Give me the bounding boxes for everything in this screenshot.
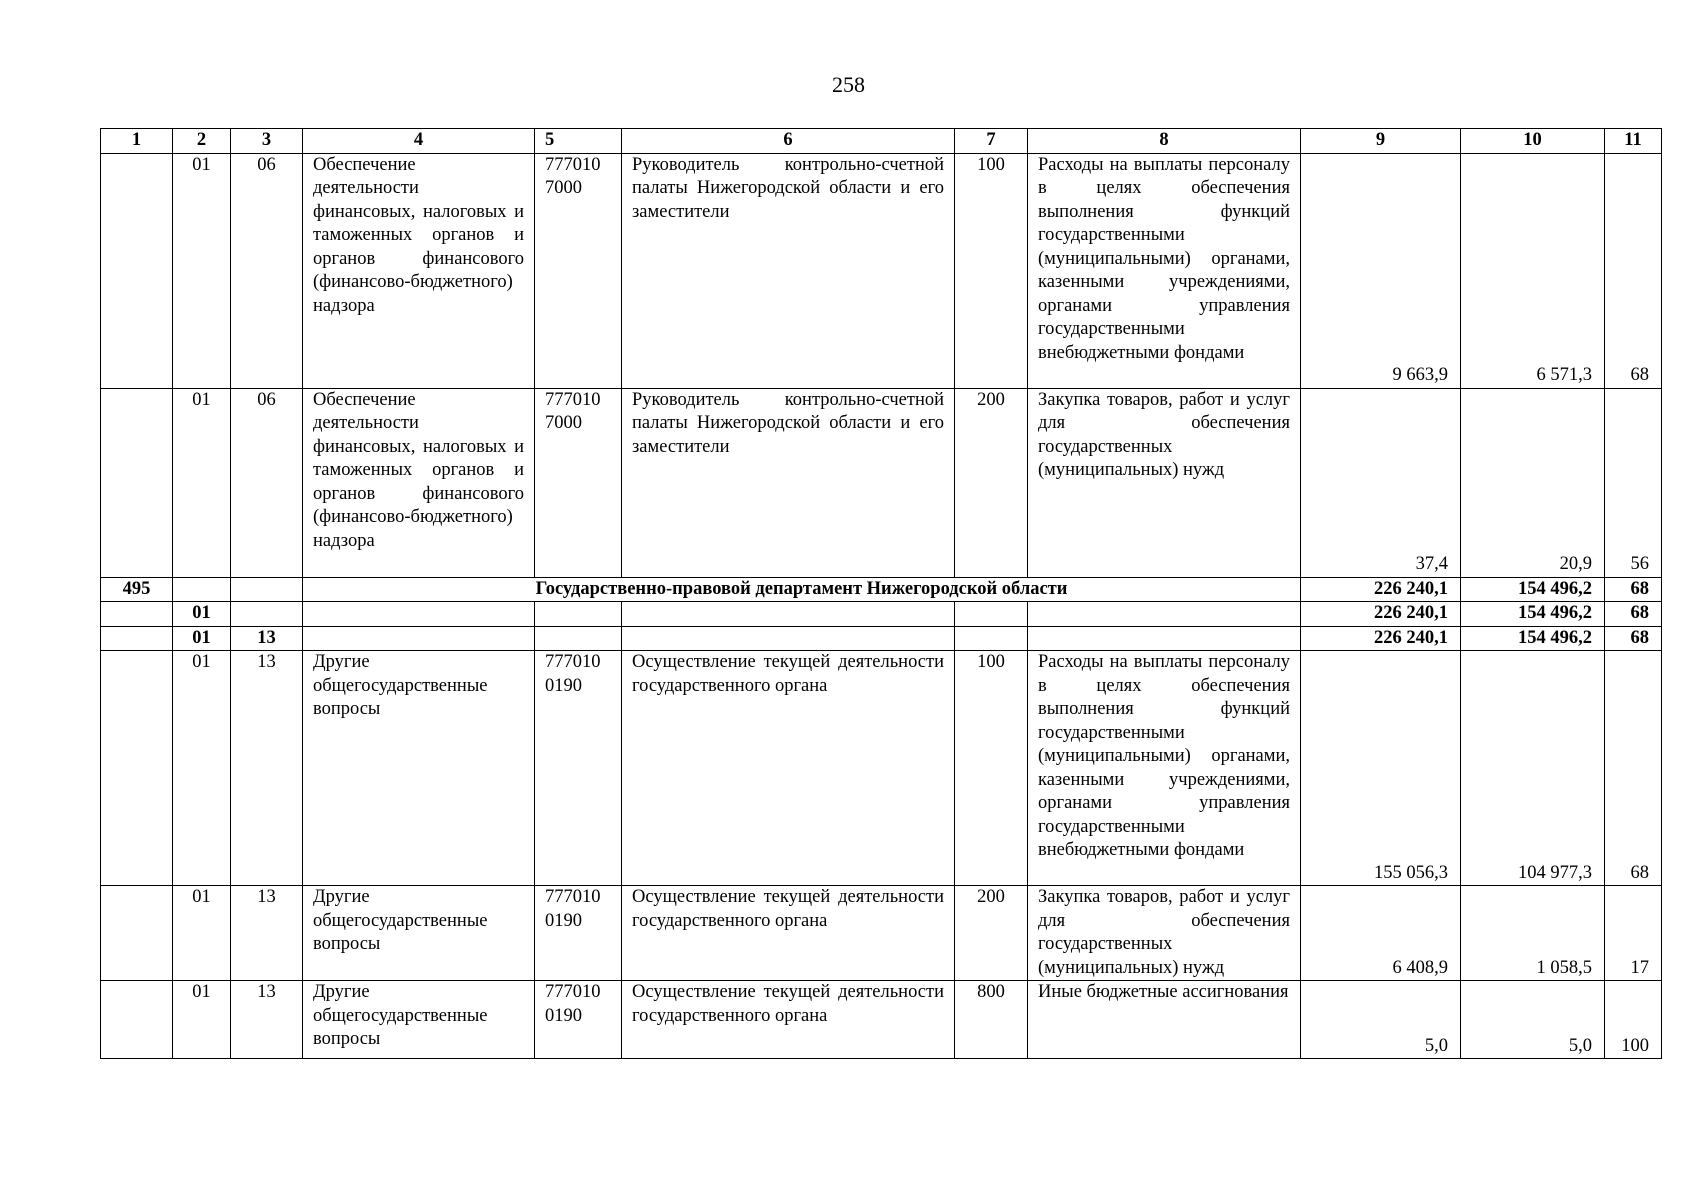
cell-percent: 100 [1605, 981, 1662, 1059]
cell-subsection: 13 [231, 651, 303, 886]
cell-plan: 9 663,9 [1301, 153, 1461, 388]
cell-admin-code [101, 651, 173, 886]
column-header: 11 [1605, 129, 1662, 154]
cell-subsection-name [303, 602, 535, 627]
cell-target-article [535, 626, 622, 651]
cell-expense-type: 200 [955, 886, 1028, 981]
cell-subsection-name [303, 626, 535, 651]
column-header: 1 [101, 129, 173, 154]
cell-plan: 226 240,1 [1301, 577, 1461, 602]
cell-percent: 56 [1605, 388, 1662, 577]
section-total-row [101, 602, 1662, 627]
cell-admin-code [101, 886, 173, 981]
cell-percent: 68 [1605, 577, 1662, 602]
column-header: 2 [173, 129, 231, 154]
column-header: 4 [303, 129, 535, 154]
cell-plan: 6 408,9 [1301, 886, 1461, 981]
cell-plan: 155 056,3 [1301, 651, 1461, 886]
cell-expense-type: 200 [955, 388, 1028, 577]
cell-section: 01 [173, 651, 231, 886]
cell-subsection: 06 [231, 153, 303, 388]
cell-fact: 154 496,2 [1461, 602, 1605, 627]
cell-expense-type: 100 [955, 153, 1028, 388]
cell-subsection-name: Другие общегосударственные вопросы [303, 651, 535, 886]
cell-expense-type [955, 626, 1028, 651]
cell-plan: 226 240,1 [1301, 626, 1461, 651]
cell-fact: 154 496,2 [1461, 577, 1605, 602]
cell-expense-type-name: Закупка товаров, работ и услуг для обеспечения государственных (муниципальных) нужд [1028, 886, 1301, 981]
table-row [101, 651, 1662, 886]
cell-target-article: 777010 7000 [535, 153, 622, 388]
cell-expense-type-name: Закупка товаров, работ и услуг для обеспечения государственных (муниципальных) нужд [1028, 388, 1301, 577]
cell-percent: 68 [1605, 651, 1662, 886]
page-number: 258 [832, 72, 865, 97]
cell-fact: 5,0 [1461, 981, 1605, 1059]
cell-admin-code: 495 [101, 577, 173, 602]
cell-fact: 154 496,2 [1461, 626, 1605, 651]
column-header: 9 [1301, 129, 1461, 154]
budget-table [100, 128, 1662, 1059]
cell-subsection: 13 [231, 886, 303, 981]
cell-percent: 17 [1605, 886, 1662, 981]
cell-plan: 37,4 [1301, 388, 1461, 577]
column-header: 5 [535, 129, 622, 154]
cell-target-article [535, 602, 622, 627]
cell-target-article: 777010 0190 [535, 886, 622, 981]
cell-subsection-name: Другие общегосударственные вопросы [303, 981, 535, 1059]
cell-subsection [231, 577, 303, 602]
cell-expense-type [955, 602, 1028, 627]
cell-subsection: 13 [231, 626, 303, 651]
table-row [101, 981, 1662, 1059]
table-header-row [101, 129, 1662, 154]
table-row [101, 886, 1662, 981]
cell-expense-type-name [1028, 602, 1301, 627]
cell-plan: 5,0 [1301, 981, 1461, 1059]
cell-article-name [622, 626, 955, 651]
column-header: 6 [622, 129, 955, 154]
cell-target-article: 777010 0190 [535, 651, 622, 886]
cell-article-name: Осуществление текущей деятельности государственного органа [622, 886, 955, 981]
cell-admin-code [101, 981, 173, 1059]
cell-section: 01 [173, 153, 231, 388]
cell-percent: 68 [1605, 153, 1662, 388]
cell-article-name: Осуществление текущей деятельности государственного органа [622, 981, 955, 1059]
cell-admin-code [101, 388, 173, 577]
cell-expense-type-name: Расходы на выплаты персоналу в целях обеспечения выполнения функций государственными (муниципальными) органами, казенными учреждениями, органами управления государственными внебюджетными фондами [1028, 153, 1301, 388]
cell-target-article: 777010 7000 [535, 388, 622, 577]
department-name: Государственно-правовой департамент Нижегородской области [303, 577, 1301, 602]
cell-expense-type-name: Расходы на выплаты персоналу в целях обеспечения выполнения функций государственными (муниципальными) органами, казенными учреждениями, органами управления государственными внебюджетными фондами [1028, 651, 1301, 886]
cell-fact: 20,9 [1461, 388, 1605, 577]
table-row [101, 388, 1662, 577]
cell-admin-code [101, 602, 173, 627]
cell-admin-code [101, 626, 173, 651]
cell-admin-code [101, 153, 173, 388]
cell-expense-type: 100 [955, 651, 1028, 886]
cell-article-name [622, 602, 955, 627]
department-total-row [101, 577, 1662, 602]
cell-fact: 6 571,3 [1461, 153, 1605, 388]
cell-fact: 1 058,5 [1461, 886, 1605, 981]
cell-plan: 226 240,1 [1301, 602, 1461, 627]
cell-percent: 68 [1605, 602, 1662, 627]
cell-subsection-name: Обеспечение деятельности финансовых, налоговых и таможенных органов и органов финансового (финансово-бюджетного) надзора [303, 153, 535, 388]
cell-section: 01 [173, 981, 231, 1059]
cell-expense-type-name [1028, 626, 1301, 651]
cell-subsection-name: Обеспечение деятельности финансовых, налоговых и таможенных органов и органов финансового (финансово-бюджетного) надзора [303, 388, 535, 577]
cell-section: 01 [173, 602, 231, 627]
column-header: 3 [231, 129, 303, 154]
cell-article-name: Руководитель контрольно-счетной палаты Нижегородской области и его заместители [622, 388, 955, 577]
cell-article-name: Осуществление текущей деятельности государственного органа [622, 651, 955, 886]
cell-fact: 104 977,3 [1461, 651, 1605, 886]
cell-subsection: 06 [231, 388, 303, 577]
cell-subsection [231, 602, 303, 627]
table-row [101, 153, 1662, 388]
cell-section: 01 [173, 388, 231, 577]
column-header: 8 [1028, 129, 1301, 154]
cell-expense-type: 800 [955, 981, 1028, 1059]
cell-expense-type-name: Иные бюджетные ассигнования [1028, 981, 1301, 1059]
cell-percent: 68 [1605, 626, 1662, 651]
subsection-total-row [101, 626, 1662, 651]
cell-article-name: Руководитель контрольно-счетной палаты Нижегородской области и его заместители [622, 153, 955, 388]
cell-section [173, 577, 231, 602]
cell-subsection: 13 [231, 981, 303, 1059]
cell-section: 01 [173, 886, 231, 981]
cell-subsection-name: Другие общегосударственные вопросы [303, 886, 535, 981]
column-header: 10 [1461, 129, 1605, 154]
cell-target-article: 777010 0190 [535, 981, 622, 1059]
cell-section: 01 [173, 626, 231, 651]
column-header: 7 [955, 129, 1028, 154]
